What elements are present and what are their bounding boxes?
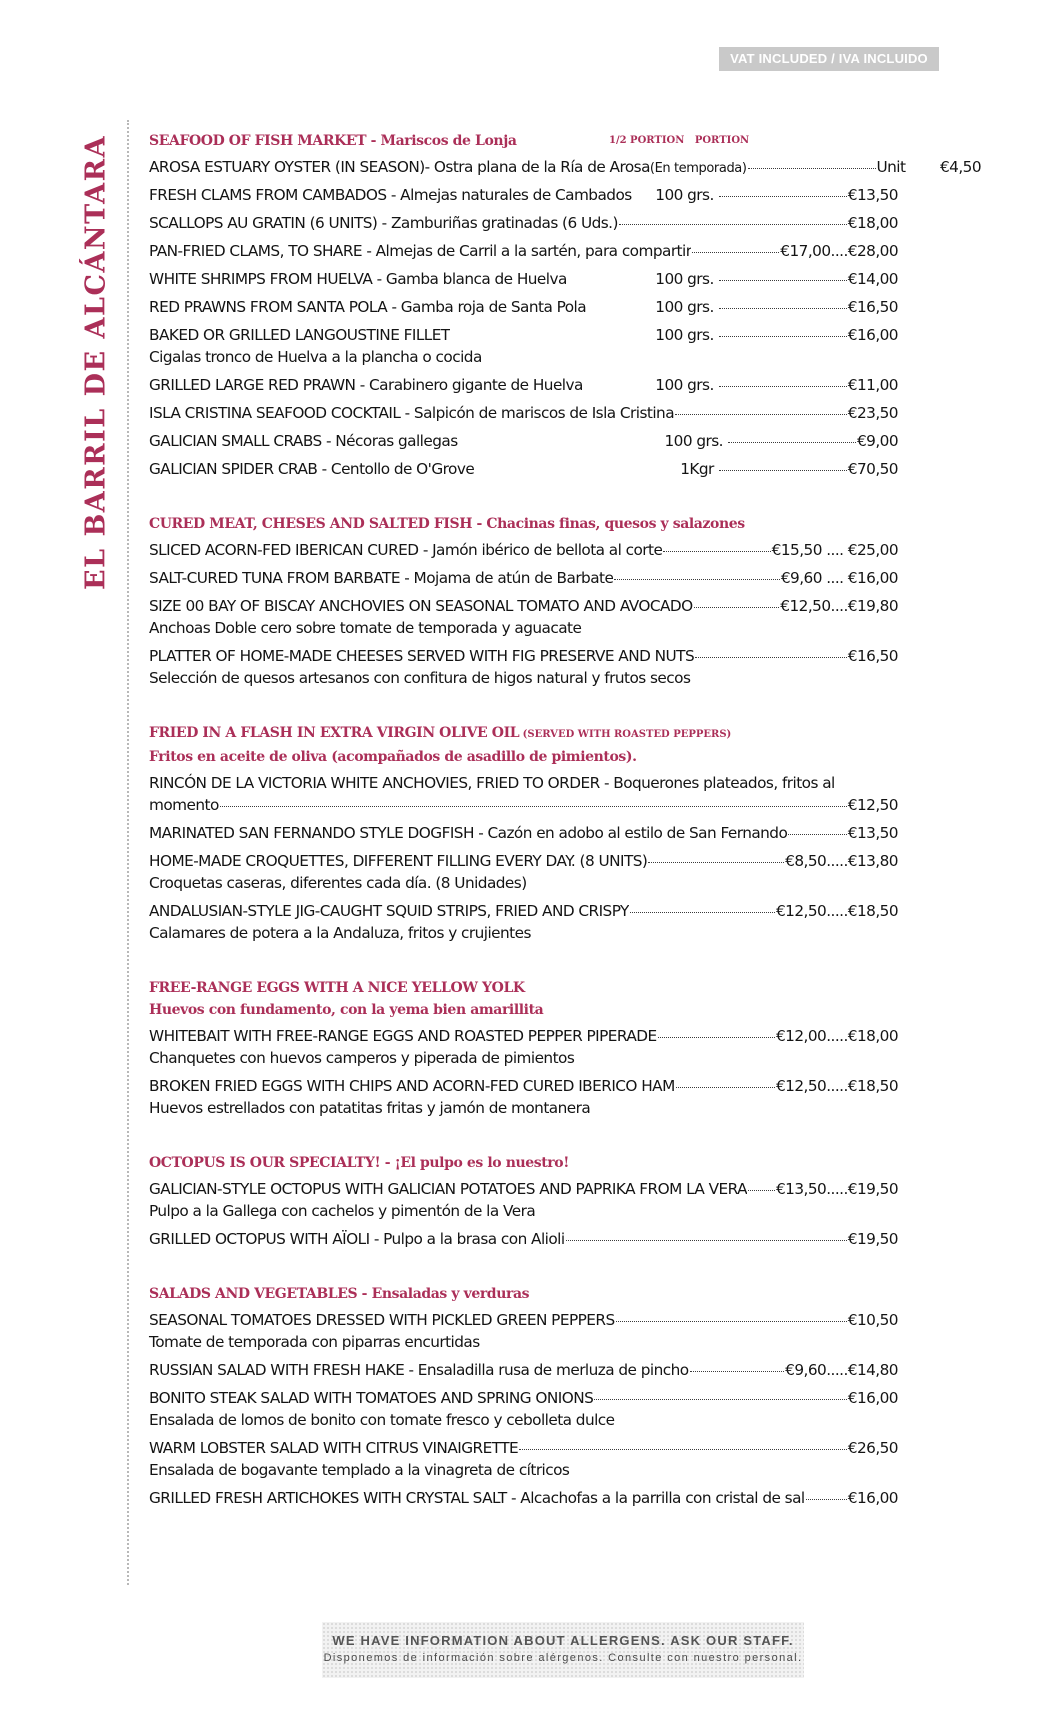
- menu-item-price: €26,50: [847, 1439, 898, 1457]
- menu-item-name: WHITE SHRIMPS FROM HUELVA - Gamba blanca de Huelva: [149, 270, 567, 288]
- section-subtitle: Huevos con fundamento, con la yema bien amarillita: [149, 1002, 544, 1018]
- menu-item-quantity: 100 grs.: [655, 270, 714, 288]
- section-title-text: FREE-RANGE EGGS WITH A NICE YELLOW YOLK: [149, 980, 525, 996]
- menu-item-name: GALICIAN-STYLE OCTOPUS WITH GALICIAN POTATOES AND PAPRIKA FROM LA VERA: [149, 1180, 748, 1198]
- menu-section: [149, 722, 981, 944]
- menu-item-quantity: 100 grs.: [655, 298, 714, 316]
- menu-item: [149, 1487, 981, 1509]
- menu-item: [149, 240, 981, 262]
- menu-item-name: PAN-FRIED CLAMS, TO SHARE - Almejas de Carril a la sartén, para compartir: [149, 242, 692, 260]
- section-title-text: FRIED IN A FLASH IN EXTRA VIRGIN OLIVE OIL: [149, 725, 520, 741]
- menu-section: [149, 130, 981, 480]
- dot-leader: [748, 1190, 775, 1191]
- menu-item-name: GALICIAN SPIDER CRAB - Centollo de O'Grove: [149, 460, 475, 478]
- menu-item-line: [149, 402, 898, 424]
- menu-item: [149, 268, 981, 290]
- menu-item-translation: Calamares de potera a la Andaluza, fritos y crujientes: [149, 924, 531, 942]
- section-title: [149, 1152, 981, 1174]
- menu-item-price: €16,00: [847, 326, 898, 344]
- menu-item-quantity: 100 grs.: [655, 326, 714, 344]
- menu-item-price: €10,50: [847, 1311, 898, 1329]
- menu-item: [149, 458, 981, 480]
- section-title-note: (SERVED WITH ROASTED PEPPERS): [519, 729, 732, 740]
- dot-leader: [748, 168, 876, 169]
- dot-leader: [648, 862, 784, 863]
- menu-item-price: €16,50: [847, 298, 898, 316]
- menu-item: [149, 1309, 981, 1353]
- menu-item-price: €70,50: [847, 460, 898, 478]
- menu-item-name: FRESH CLAMS FROM CAMBADOS - Almejas naturales de Cambados: [149, 186, 632, 204]
- menu-item: [149, 900, 981, 944]
- menu-item-translation: Cigalas tronco de Huelva a la plancha o cocida: [149, 348, 482, 366]
- menu-item-line: [149, 324, 898, 346]
- menu-item-name: WARM LOBSTER SALAD WITH CITRUS VINAIGRETTE: [149, 1439, 519, 1457]
- menu-item: [149, 212, 981, 234]
- menu-item-price: €14,00: [847, 270, 898, 288]
- menu-item-name: SALT-CURED TUNA FROM BARBATE - Mojama de atún de Barbate: [149, 569, 614, 587]
- menu-item: [149, 1178, 981, 1222]
- menu-item: [149, 430, 981, 452]
- menu-item-price: €12,50....€19,80: [780, 597, 898, 615]
- allergen-notice-english: WE HAVE INFORMATION ABOUT ALLERGENS. ASK OUR STAFF.: [332, 1633, 794, 1648]
- menu-item-name: ANDALUSIAN-STYLE JIG-CAUGHT SQUID STRIPS, FRIED AND CRISPY: [149, 902, 629, 920]
- menu-item-line: [149, 822, 898, 844]
- menu-item-line: [149, 1387, 898, 1409]
- vat-included-badge: VAT INCLUDED / IVA INCLUIDO: [719, 47, 939, 71]
- menu-item-name: RUSSIAN SALAD WITH FRESH HAKE - Ensaladilla rusa de merluza de pincho: [149, 1361, 689, 1379]
- section-title-text: CURED MEAT, CHESES AND SALTED FISH - Chacinas finas, quesos y salazones: [149, 516, 745, 532]
- menu-item-price: €11,00: [847, 376, 898, 394]
- menu-item-line: [149, 794, 898, 816]
- dot-leader: [788, 834, 846, 835]
- menu-item-line: [149, 1025, 898, 1047]
- menu-item-price: €19,50: [847, 1230, 898, 1248]
- menu-item-line: [149, 900, 898, 922]
- menu-item-price: Unit €4,50: [876, 158, 981, 176]
- menu-item: [149, 402, 981, 424]
- dot-leader: [719, 470, 847, 471]
- menu-item-price: €16,00: [847, 1389, 898, 1407]
- menu-item: [149, 1025, 981, 1069]
- menu-item-name: momento: [149, 796, 219, 814]
- dot-leader: [630, 912, 775, 913]
- menu-item-line: [149, 1309, 898, 1331]
- menu-item-price: €13,50: [847, 186, 898, 204]
- menu-item-name: SLICED ACORN-FED IBERICAN CURED - Jamón ibérico de bellota al corte: [149, 541, 663, 559]
- menu-item-line: [149, 268, 898, 290]
- menu-item-name: GRILLED LARGE RED PRAWN - Carabinero gigante de Huelva: [149, 376, 583, 394]
- menu-item-translation: Chanquetes con huevos camperos y piperada de pimientos: [149, 1049, 575, 1067]
- menu-item-name: SCALLOPS AU GRATIN (6 UNITS) - Zamburiñas gratinadas (6 Uds.): [149, 214, 618, 232]
- dot-leader: [566, 1240, 847, 1241]
- dot-leader: [675, 414, 847, 415]
- menu-item-line: [149, 850, 898, 872]
- menu-item-line: [149, 156, 981, 178]
- menu-item-price: €12,50: [847, 796, 898, 814]
- menu-item: [149, 1387, 981, 1431]
- menu-item: [149, 539, 981, 561]
- menu-item: [149, 1359, 981, 1381]
- menu-item-name: ISLA CRISTINA SEAFOOD COCKTAIL - Salpicón de mariscos de Isla Cristina: [149, 404, 675, 422]
- menu-item: [149, 374, 981, 396]
- dot-leader: [594, 1399, 846, 1400]
- menu-item-name: BROKEN FRIED EGGS WITH CHIPS AND ACORN-FED CURED IBERICO HAM: [149, 1077, 675, 1095]
- menu-item-line: [149, 595, 898, 617]
- menu-item: [149, 822, 981, 844]
- menu-item-line: [149, 1075, 898, 1097]
- menu-item: [149, 772, 981, 816]
- dot-leader: [619, 224, 847, 225]
- menu-item-line: [149, 1437, 898, 1459]
- dot-leader: [694, 607, 780, 608]
- menu-item-line: [149, 1178, 898, 1200]
- menu-item-name: BONITO STEAK SALAD WITH TOMATOES AND SPRING ONIONS: [149, 1389, 594, 1407]
- menu-item: [149, 324, 981, 368]
- menu-item: [149, 850, 981, 894]
- menu-item-translation: Tomate de temporada con piparras encurtidas: [149, 1333, 480, 1351]
- dotted-divider: [127, 120, 129, 1585]
- dot-leader: [719, 280, 847, 281]
- dot-leader: [614, 579, 779, 580]
- menu-item-name-line: RINCÓN DE LA VICTORIA WHITE ANCHOVIES, FRIED TO ORDER - Boquerones plateados, fritos al: [149, 774, 835, 792]
- menu-item-name: PLATTER OF HOME-MADE CHEESES SERVED WITH FIG PRESERVE AND NUTS: [149, 647, 695, 665]
- dot-leader: [719, 386, 847, 387]
- menu-item-price: €16,50: [847, 647, 898, 665]
- dot-leader: [719, 336, 847, 337]
- menu-item-name: RED PRAWNS FROM SANTA POLA - Gamba roja de Santa Pola: [149, 298, 587, 316]
- menu-item: [149, 156, 981, 178]
- dot-leader: [719, 196, 847, 197]
- menu-item-line: [149, 374, 898, 396]
- menu-list: [149, 130, 981, 1542]
- menu-item-price: €18,00: [847, 214, 898, 232]
- menu-item-line: [149, 567, 898, 589]
- menu-item-translation: Anchoas Doble cero sobre tomate de temporada y aguacate: [149, 619, 582, 637]
- sidebar: [76, 120, 136, 1585]
- section-title: [149, 1283, 981, 1305]
- dot-leader: [658, 1037, 775, 1038]
- section-title: [149, 513, 981, 535]
- menu-section: [149, 1283, 981, 1509]
- dot-leader: [220, 806, 847, 807]
- menu-item-name: GALICIAN SMALL CRABS - Nécoras gallegas: [149, 432, 458, 450]
- menu-item: [149, 1075, 981, 1119]
- menu-item: [149, 1228, 981, 1250]
- allergen-notice-spanish: Disponemos de información sobre alérgenos. Consulte con nuestro personal.: [323, 1652, 803, 1664]
- menu-item-translation: Pulpo a la Gallega con cachelos y pimentón de la Vera: [149, 1202, 536, 1220]
- menu-item-line: [149, 184, 898, 206]
- menu-item-line: [149, 645, 898, 667]
- dot-leader: [806, 1499, 847, 1500]
- menu-item-quantity: 100 grs.: [655, 186, 714, 204]
- menu-item-price: €12,50.....€18,50: [775, 902, 898, 920]
- menu-item-quantity: 1Kgr: [680, 460, 714, 478]
- menu-item-name: BAKED OR GRILLED LANGOUSTINE FILLET: [149, 326, 450, 344]
- menu-item-note: (En temporada): [649, 161, 747, 176]
- dot-leader: [616, 1321, 847, 1322]
- menu-item-name: MARINATED SAN FERNANDO STYLE DOGFISH - Cazón en adobo al estilo de San Fernando: [149, 824, 788, 842]
- dot-leader: [519, 1449, 847, 1450]
- menu-item-line: [149, 458, 898, 480]
- menu-item: [149, 595, 981, 639]
- menu-item-line: [149, 1487, 898, 1509]
- menu-section: [149, 977, 981, 1119]
- menu-item-name: HOME-MADE CROQUETTES, DIFFERENT FILLING EVERY DAY. (8 UNITS): [149, 852, 648, 870]
- menu-item-name: GRILLED OCTOPUS WITH AÏOLI - Pulpo a la brasa con Alioli: [149, 1230, 565, 1248]
- menu-item-translation: Ensalada de bogavante templado a la vinagreta de cítricos: [149, 1461, 570, 1479]
- menu-item-price: €17,00....€28,00: [780, 242, 898, 260]
- menu-item-price: €15,50 .... €25,00: [771, 541, 898, 559]
- menu-item-translation: Croquetas caseras, diferentes cada día. (8 Unidades): [149, 874, 527, 892]
- menu-item-line: [149, 430, 898, 452]
- menu-item: [149, 296, 981, 318]
- dot-leader: [719, 308, 847, 309]
- section-title: [149, 130, 981, 152]
- menu-item-price: €23,50: [847, 404, 898, 422]
- menu-item-translation: Huevos estrellados con patatitas fritas y jamón de montanera: [149, 1099, 591, 1117]
- menu-item-line: [149, 539, 898, 561]
- dot-leader: [676, 1087, 775, 1088]
- menu-item-quantity: 100 grs.: [664, 432, 723, 450]
- menu-item-name: WHITEBAIT WITH FREE-RANGE EGGS AND ROASTED PEPPER PIPERADE: [149, 1027, 657, 1045]
- dot-leader: [663, 551, 770, 552]
- menu-item-line: [149, 1359, 898, 1381]
- menu-item-name: GRILLED FRESH ARTICHOKES WITH CRYSTAL SALT - Alcachofas a la parrilla con cristal de sal: [149, 1489, 805, 1507]
- menu-item-price: €9,00: [856, 432, 898, 450]
- menu-item-translation: Selección de quesos artesanos con confitura de higos natural y frutos secos: [149, 669, 691, 687]
- restaurant-name: EL BARRIL DE ALCÁNTARA: [80, 134, 112, 590]
- dot-leader: [692, 252, 779, 253]
- section-title-text: SALADS AND VEGETABLES - Ensaladas y verduras: [149, 1286, 530, 1302]
- portion-header: 1/2 PORTION PORTION: [609, 135, 750, 146]
- section-title: [149, 977, 981, 999]
- section-subtitle: Fritos en aceite de oliva (acompañados de asadillo de pimientos).: [149, 749, 637, 765]
- menu-section: [149, 513, 981, 689]
- menu-section: [149, 1152, 981, 1250]
- menu-item-price: €12,50.....€18,50: [775, 1077, 898, 1095]
- menu-item-line: [149, 296, 898, 318]
- section-title: [149, 722, 981, 746]
- menu-item-quantity: 100 grs.: [655, 376, 714, 394]
- dot-leader: [728, 442, 856, 443]
- menu-item-translation: Ensalada de lomos de bonito con tomate fresco y cebolleta dulce: [149, 1411, 615, 1429]
- menu-item: [149, 645, 981, 689]
- menu-item: [149, 567, 981, 589]
- menu-item-name: SIZE 00 BAY OF BISCAY ANCHOVIES ON SEASONAL TOMATO AND AVOCADO: [149, 597, 693, 615]
- menu-item: [149, 1437, 981, 1481]
- dot-leader: [690, 1371, 785, 1372]
- menu-item-price: €9,60.....€14,80: [785, 1361, 898, 1379]
- menu-item-price: €16,00: [847, 1489, 898, 1507]
- menu-item-price: €8,50.....€13,80: [785, 852, 898, 870]
- section-title-text: SEAFOOD OF FISH MARKET - Mariscos de Lonja: [149, 133, 517, 149]
- menu-item-price: €12,00.....€18,00: [775, 1027, 898, 1045]
- menu-item-price: €13,50.....€19,50: [775, 1180, 898, 1198]
- menu-item: [149, 184, 981, 206]
- dot-leader: [695, 657, 847, 658]
- allergen-notice: [322, 1622, 804, 1678]
- menu-item-line: [149, 212, 898, 234]
- menu-item-line: [149, 1228, 898, 1250]
- menu-item-line: [149, 240, 898, 262]
- menu-item-price: €13,50: [847, 824, 898, 842]
- menu-item-name: SEASONAL TOMATOES DRESSED WITH PICKLED GREEN PEPPERS: [149, 1311, 615, 1329]
- menu-item-name: AROSA ESTUARY OYSTER (IN SEASON)- Ostra plana de la Ría de Arosa: [149, 158, 650, 176]
- menu-item-price: €9,60 .... €16,00: [780, 569, 898, 587]
- section-title-text: OCTOPUS IS OUR SPECIALTY! - ¡El pulpo es lo nuestro!: [149, 1155, 569, 1171]
